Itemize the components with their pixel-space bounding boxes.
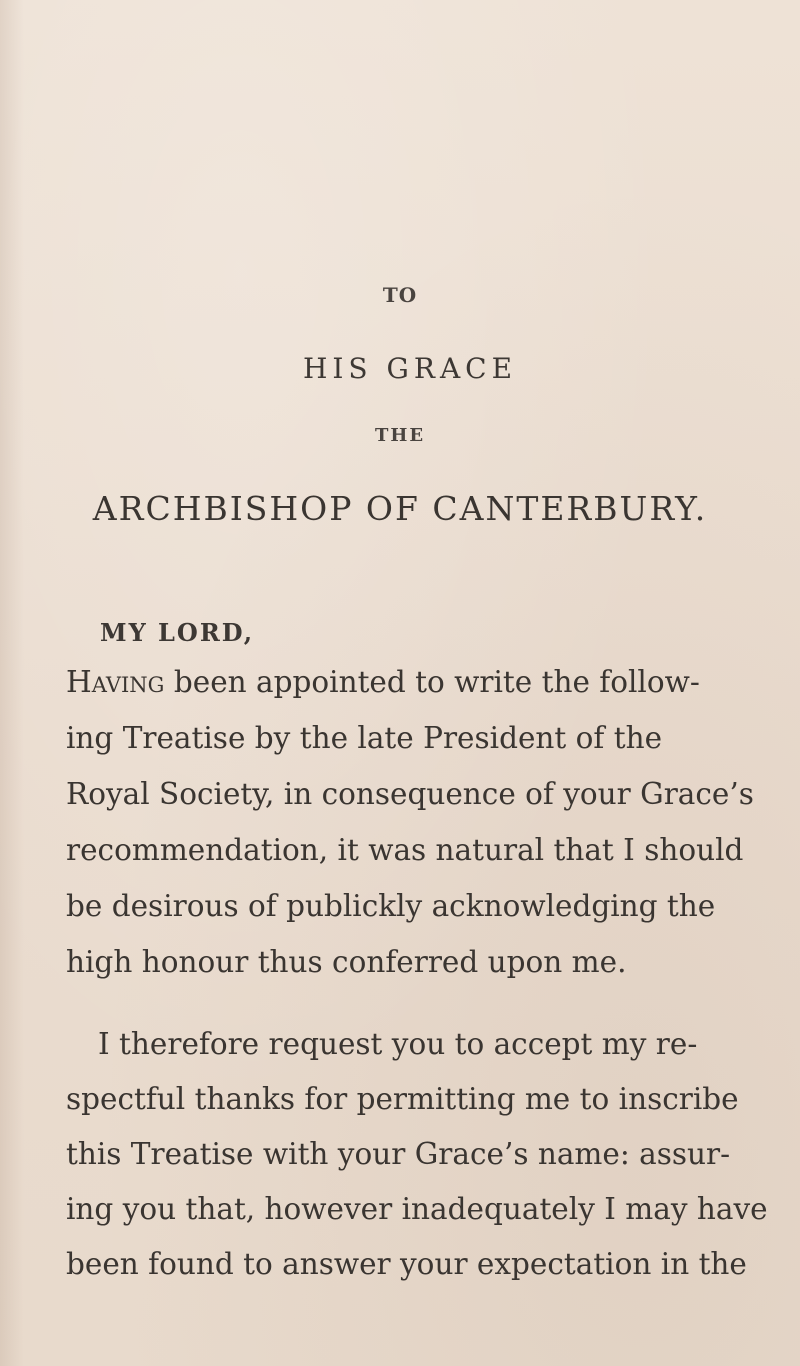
text-line: Having been appointed to write the follow-: [66, 665, 700, 699]
text-line: be desirous of publickly acknowledging the: [66, 889, 716, 923]
dedication-to: TO: [382, 283, 418, 307]
salutation: MY LORD,: [100, 618, 255, 647]
text-line: I therefore request you to accept my re-: [98, 1027, 698, 1061]
drop-word: Having: [66, 665, 165, 699]
text-line: ing you that, however inadequately I may have: [66, 1192, 768, 1226]
text-line: Royal Society, in consequence of your Grace’s: [66, 777, 754, 811]
text-line: spectful thanks for permitting me to inscribe: [66, 1082, 739, 1116]
dedication-the: THE: [374, 425, 426, 446]
dedication-recipient-office: ARCHBISHOP OF CANTERBURY.: [92, 489, 708, 528]
text-line: been found to answer your expectation in the: [66, 1247, 747, 1281]
text-line: ing Treatise by the late President of the: [66, 721, 663, 755]
text-line: this Treatise with your Grace’s name: assur-: [66, 1137, 731, 1171]
text-line: recommendation, it was natural that I should: [66, 833, 744, 867]
text-line: high honour thus conferred upon me.: [66, 945, 627, 979]
dedication-recipient-title: HIS GRACE: [302, 352, 518, 385]
